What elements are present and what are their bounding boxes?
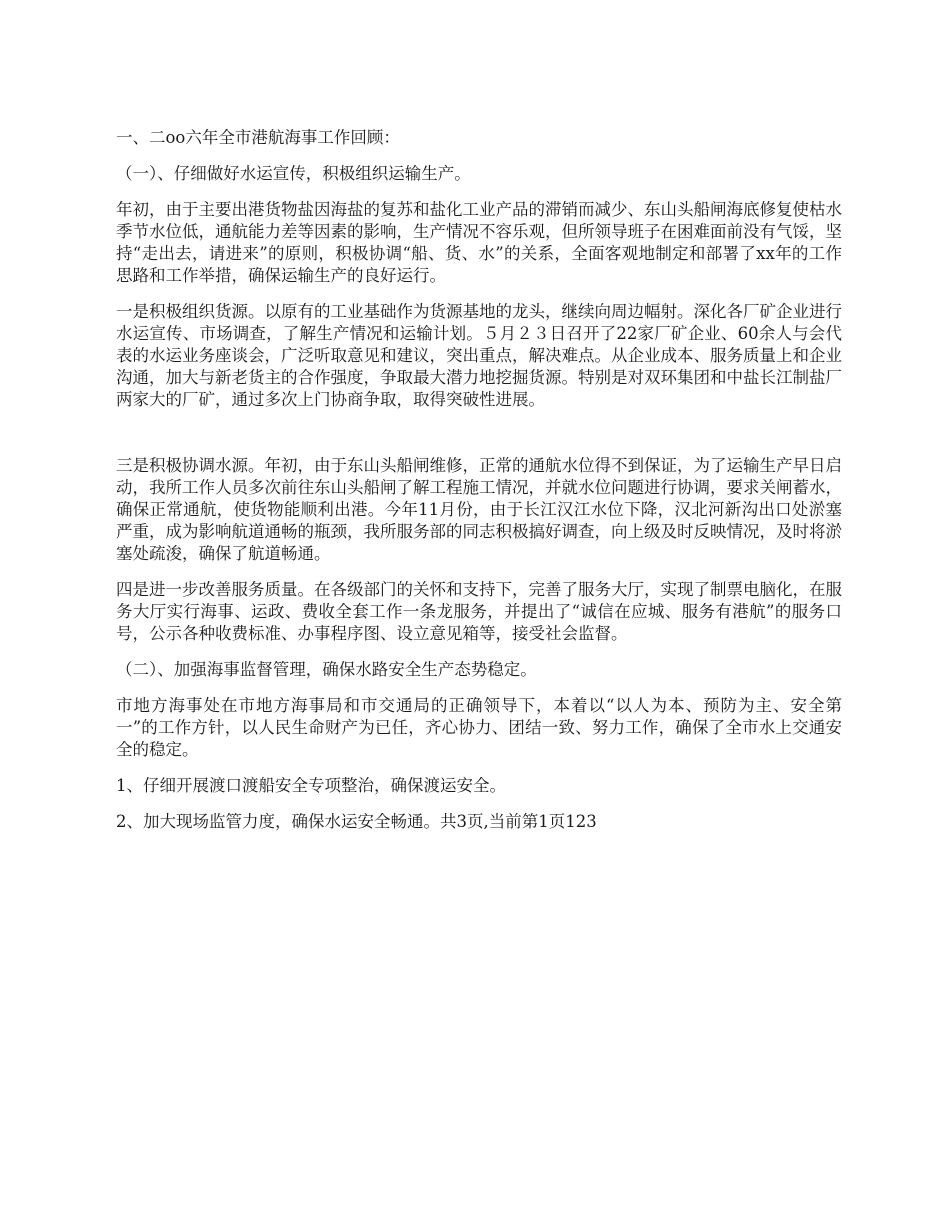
body-paragraph: 一是积极组织货源。以原有的工业基础作为货源基地的龙头，继续向周边幅射。深化各厂矿企业进行水运宣传、市场调查，了解生产情况和运输计划。５月２３日召开了22家厂矿企业、60余人与会代表的水运业务座谈会，广泛听取意见和建议，突出重点，解决难点。从企业成本、服务质量上和企业沟通，加大与新老货主的合作强度，争取最大潜力地挖掘货源。特别是对双环集团和中盐长江制盐厂两家大的厂矿，通过多次上门协商争取，取得突破性进展。 — [116, 302, 842, 409]
document-body — [116, 127, 842, 847]
subsection-heading: （一）、仔细做好水运宣传，积极组织运输生产。 — [116, 164, 471, 183]
body-paragraph: 三是积极协调水源。年初，由于东山头船闸维修，正常的通航水位得不到保证，为了运输生产早日启动，我所工作人员多次前往东山头船闸了解工程施工情况，并就水位问题进行协调，要求关闸蓄水，确保正常通航，使货物能顺利出港。今年11月份，由于长江汉江水位下降，汉北河新沟出口处淤塞严重，成为影响航道通畅的瓶颈，我所服务部的同志积极搞好调查，向上级及时反映情况，及时将淤塞处疏浚，确保了航道畅通。 — [116, 456, 842, 563]
body-paragraph: 年初，由于主要出港货物盐因海盐的复苏和盐化工业产品的滞销而减少、东山头船闸海底修复使枯水季节水位低，通航能力差等因素的影响，生产情况不容乐观，但所领导班子在困难面前没有气馁，坚持“走出去，请进来”的原则，积极协调“船、货、水”的关系，全面客观地制定和部署了xx年的工作思路和工作举措，确保运输生产的良好运行。 — [116, 200, 842, 285]
subsection-heading: （二）、加强海事监督管理，确保水路安全生产态势稳定。 — [116, 660, 537, 679]
list-item: 2、加大现场监管力度，确保水运安全畅通。共3页,当前第1页123 — [116, 812, 597, 831]
list-item: 1、仔细开展渡口渡船安全专项整治，确保渡运安全。 — [116, 776, 506, 795]
body-paragraph: 四是进一步改善服务质量。在各级部门的关怀和支持下，完善了服务大厅，实现了制票电脑化，在服务大厅实行海事、运政、费收全套工作一条龙服务，并提出了“诚信在应城、服务有港航”的服务口号，公示各种收费标准、办事程序图、设立意见箱等，接受社会监督。 — [116, 580, 842, 643]
section-heading: 一、二oo六年全市港航海事工作回顾： — [116, 128, 400, 147]
body-paragraph: 市地方海事处在市地方海事局和市交通局的正确领导下，本着以“以人为本、预防为主、安全第一”的工作方针，以人民生命财产为已任，齐心协力、团结一致、努力工作，确保了全市水上交通安全的稳定。 — [116, 696, 842, 759]
